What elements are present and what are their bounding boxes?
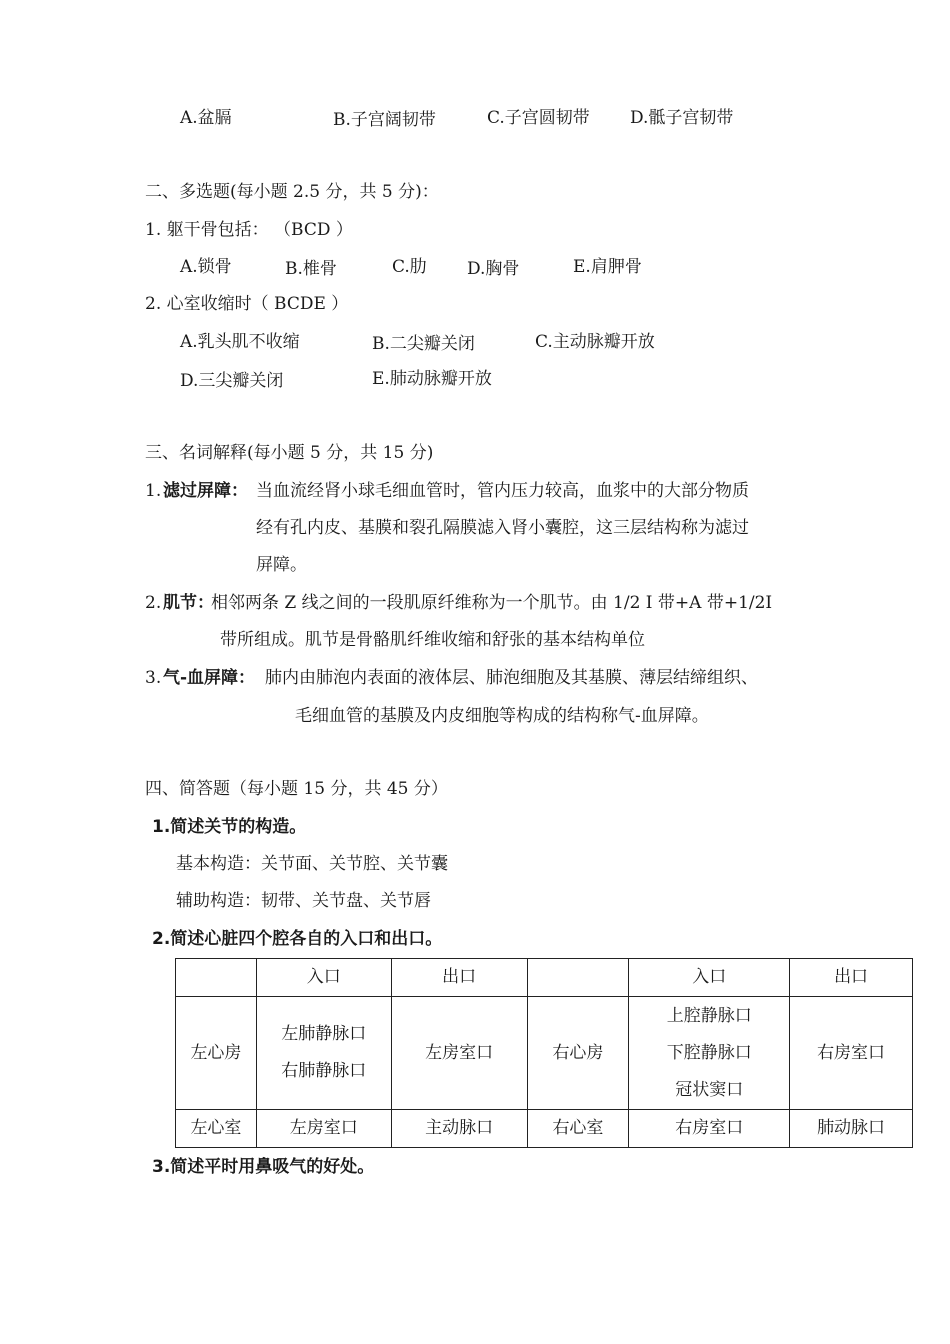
term2-line2: 带所组成。肌节是骨骼肌纤维收缩和舒张的基本结构单位 [220, 630, 645, 650]
cell-line: 冠状窦口 [675, 1079, 744, 1100]
s2-q2-stem: 2. 心室收缩时（ BCDE ） [145, 294, 349, 314]
s4-q1-line2: 辅助构造：韧带、关节盘、关节唇 [176, 891, 431, 911]
table-cell [176, 959, 257, 997]
option-b: B.子宫阔韧带 [333, 110, 436, 130]
table-cell [256, 997, 391, 1110]
option-d: D.骶子宫韧带 [630, 108, 734, 128]
s2-q1-stem: 1. 躯干骨包括： （BCD ） [145, 220, 353, 240]
section2-title: 二、多选题(每小题 2.5 分，共 5 分)： [145, 182, 439, 202]
s2-q1-option-c: C.肋 [392, 257, 427, 277]
option-a: A.盆膈 [180, 108, 232, 128]
s4-q1-line1: 基本构造：关节面、关节腔、关节囊 [176, 854, 448, 874]
term3-label: 气-血屏障： [163, 668, 256, 688]
s4-q2-title: 2.简述心脏四个腔各自的入口和出口。 [152, 929, 443, 949]
s2-q2-option-b: B.二尖瓣关闭 [372, 334, 475, 354]
table-row [176, 1110, 913, 1148]
term3-line2: 毛细血管的基膜及内皮细胞等构成的结构称气-血屏障。 [295, 706, 709, 726]
table-cell [629, 997, 790, 1110]
cell-line: 右肺静脉口 [281, 1061, 367, 1081]
section4-title: 四、简答题（每小题 15 分，共 45 分） [145, 779, 448, 799]
table-cell: 入口 [256, 959, 391, 997]
table-cell: 出口 [391, 959, 527, 997]
s2-q2-option-d: D.三尖瓣关闭 [180, 371, 284, 391]
s2-q2-option-a: A.乳头肌不收缩 [180, 332, 300, 352]
table-header-row [176, 959, 913, 997]
term2-number: 2. [145, 593, 162, 613]
s2-q2-option-c: C.主动脉瓣开放 [535, 332, 655, 352]
table-cell: 右心房 [527, 997, 629, 1110]
s2-q2-option-e: E.肺动脉瓣开放 [372, 369, 492, 389]
table-cell: 左房室口 [256, 1110, 391, 1148]
table-cell: 出口 [790, 959, 913, 997]
s2-q1-option-e: E.肩胛骨 [573, 257, 642, 277]
table-cell: 肺动脉口 [790, 1110, 913, 1148]
term3-line1: 肺内由肺泡内表面的液体层、肺泡细胞及其基膜、薄层结缔组织、 [265, 668, 758, 688]
s2-q1-option-b: B.椎骨 [285, 259, 337, 279]
cell-line: 上腔静脉口 [666, 1005, 752, 1026]
table-cell: 主动脉口 [391, 1110, 527, 1148]
table-cell: 左心房 [176, 997, 257, 1110]
table-cell: 入口 [629, 959, 790, 997]
cell-line: 下腔静脉口 [666, 1042, 752, 1063]
term1-line1: 当血流经肾小球毛细血管时，管内压力较高，血浆中的大部分物质 [256, 481, 749, 501]
s2-q1-option-a: A.锁骨 [180, 257, 232, 277]
table-cell: 右心室 [527, 1110, 629, 1148]
term3-number: 3. [145, 668, 162, 688]
term1-line3: 屏障。 [256, 555, 307, 575]
table-cell: 左房室口 [391, 997, 527, 1110]
term2-line1: 相邻两条 Z 线之间的一段肌原纤维称为一个肌节。由 1/2 I 带+A 带+1/2I [211, 593, 773, 613]
term1-number: 1. [145, 481, 162, 501]
table-row [176, 997, 913, 1110]
table-cell: 左心室 [176, 1110, 257, 1148]
s2-q1-option-d: D.胸骨 [467, 259, 520, 279]
table-cell [527, 959, 629, 997]
term2-label: 肌节： [163, 593, 214, 613]
heart-chambers-table [175, 958, 913, 1148]
table-cell: 右房室口 [629, 1110, 790, 1148]
option-c: C.子宫圆韧带 [487, 108, 590, 128]
s4-q1-title: 1.简述关节的构造。 [152, 817, 307, 837]
table-cell: 右房室口 [790, 997, 913, 1110]
section3-title: 三、名词解释(每小题 5 分，共 15 分) [145, 443, 434, 463]
term1-label: 滤过屏障： [163, 481, 248, 501]
term1-line2: 经有孔内皮、基膜和裂孔隔膜滤入肾小囊腔，这三层结构称为滤过 [256, 518, 749, 538]
cell-line: 左肺静脉口 [281, 1024, 367, 1044]
s4-q3-title: 3.简述平时用鼻吸气的好处。 [152, 1157, 375, 1177]
